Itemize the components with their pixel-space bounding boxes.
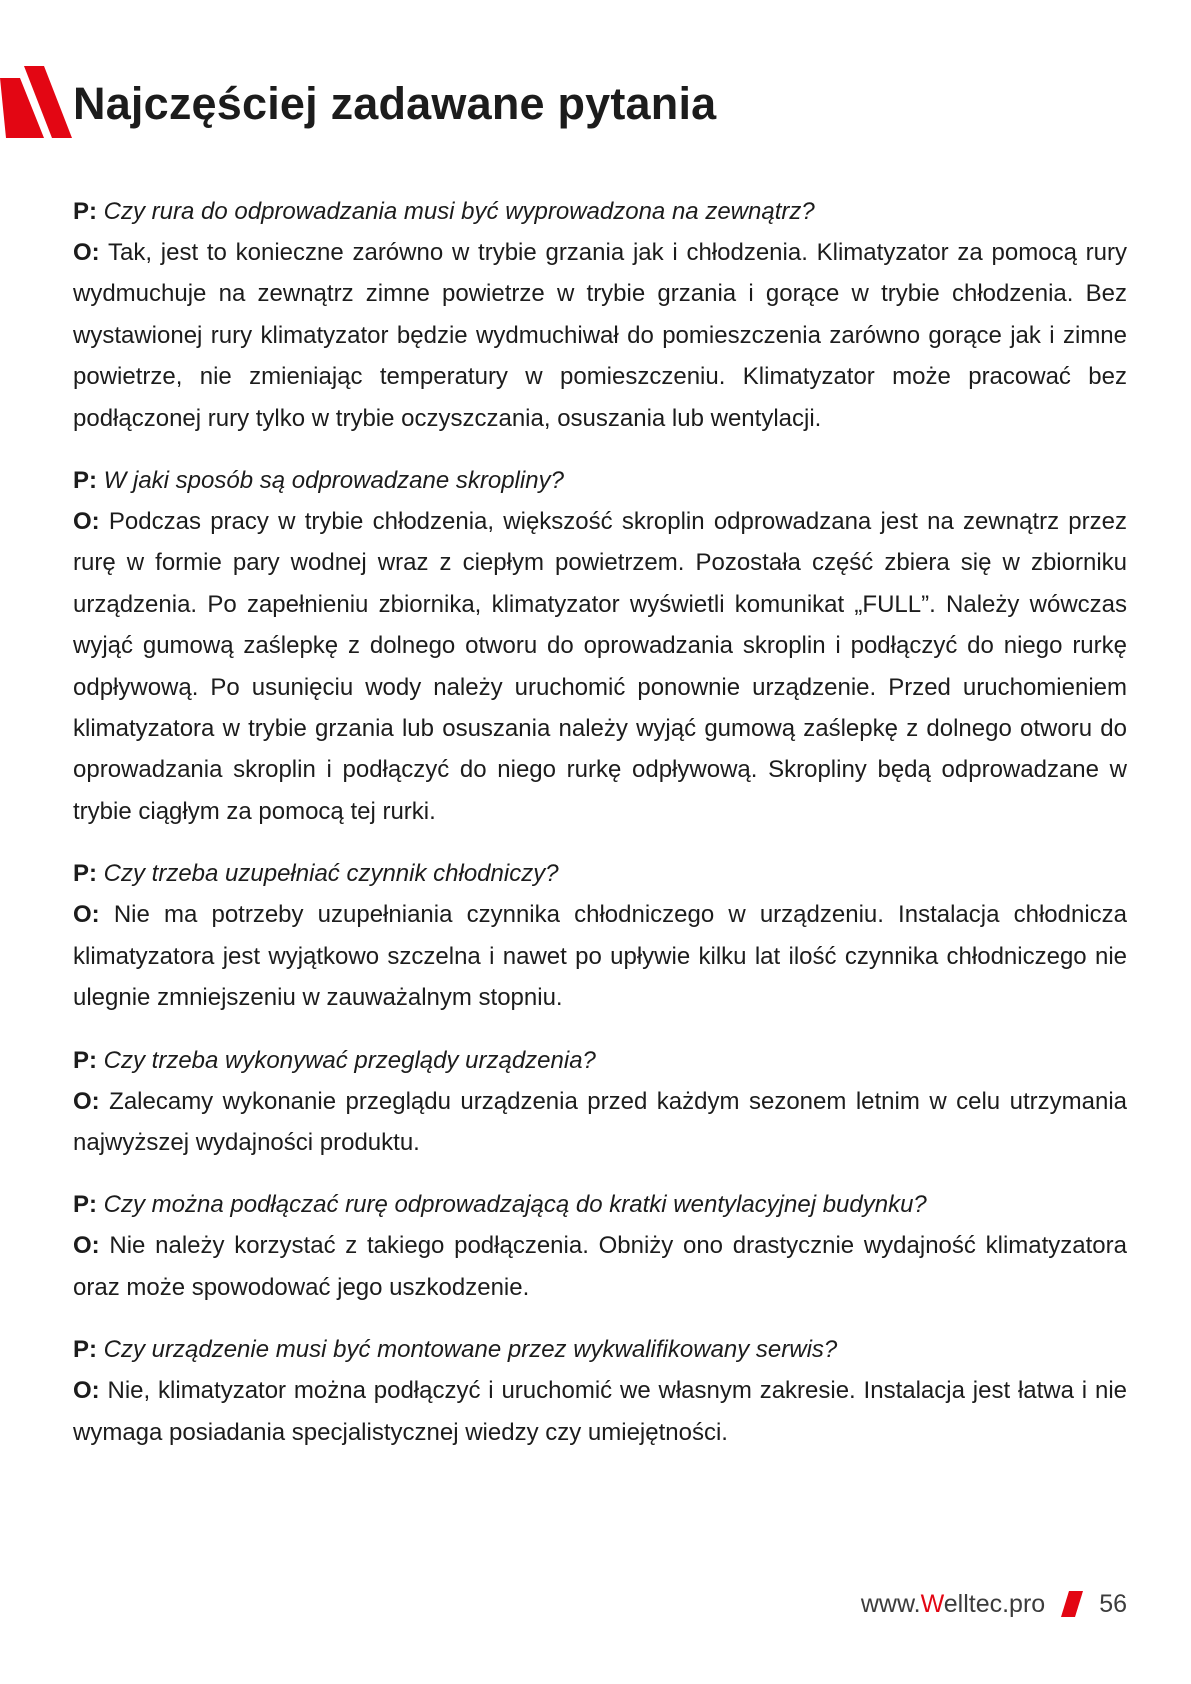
answer-prefix: O: bbox=[73, 1377, 100, 1405]
faq-item bbox=[73, 192, 1127, 439]
site-prefix: www. bbox=[860, 1589, 921, 1618]
faq-item bbox=[73, 1185, 1127, 1308]
question-text: Czy urządzenie musi być montowane przez wykwalifikowany serwis? bbox=[103, 1336, 838, 1364]
website-link[interactable] bbox=[861, 1590, 1045, 1619]
site-accent-letter: W bbox=[920, 1589, 944, 1618]
faq-question bbox=[73, 1330, 1127, 1370]
faq-item bbox=[73, 461, 1127, 832]
faq-question bbox=[73, 192, 1127, 232]
question-prefix: P: bbox=[73, 860, 97, 888]
answer-text: Tak, jest to konieczne zarówno w trybie grzania jak i chłodzenia. Klimatyzator za pomocą rury wydmuchuje na zewnątrz zimne powietrze w trybie grzania i gorące w trybie chłodzenia. Bez wystawionej rury klimatyzator będzie wydmuchiwał do pomieszczenia zarówno gorące jak i zimne powietrze, nie zmieniając temperatury w pomieszczeniu. Klimatyzator może pracować bez podłączonej rury tylko w trybie oczyszczania, osuszania lub wentylacji. bbox=[73, 239, 1128, 432]
page-number: 56 bbox=[1099, 1589, 1127, 1618]
answer-prefix: O: bbox=[73, 1087, 100, 1115]
question-text: Czy trzeba wykonywać przeglądy urządzenia? bbox=[103, 1046, 596, 1074]
answer-text: Nie należy korzystać z takiego podłączenia. Obniży ono drastycznie wydajność klimatyzatora oraz może spowodować jego uszkodzenie. bbox=[73, 1232, 1127, 1301]
answer-prefix: O: bbox=[73, 901, 100, 929]
answer-prefix: O: bbox=[73, 239, 100, 266]
answer-text: Nie, klimatyzator można podłączyć i uruchomić we własnym zakresie. Instalacja jest łatwa i nie wymaga posiadania specjalistycznej wiedzy czy umiejętności. bbox=[73, 1377, 1127, 1446]
question-prefix: P: bbox=[73, 467, 97, 495]
faq-answer bbox=[73, 232, 1127, 439]
faq-question bbox=[73, 854, 1127, 894]
title-accent-bars bbox=[0, 66, 80, 138]
faq-item bbox=[73, 854, 1127, 1018]
question-text: W jaki sposób są odprowadzane skropliny? bbox=[103, 467, 564, 495]
page-footer bbox=[861, 1584, 1127, 1624]
question-text: Czy można podłączać rurę odprowadzającą do kratki wentylacyjnej budynku? bbox=[103, 1191, 927, 1219]
faq-question bbox=[73, 1185, 1127, 1225]
answer-prefix: O: bbox=[73, 1232, 100, 1260]
faq-answer bbox=[73, 501, 1127, 832]
question-prefix: P: bbox=[73, 1336, 97, 1364]
faq-answer bbox=[73, 1370, 1127, 1453]
site-rest: elltec.pro bbox=[943, 1589, 1046, 1618]
faq-question bbox=[73, 1041, 1127, 1081]
page-title: Najczęściej zadawane pytania bbox=[73, 78, 717, 129]
slash-icon bbox=[1061, 1591, 1083, 1617]
question-text: Czy rura do odprowadzania musi być wyprowadzona na zewnątrz? bbox=[103, 198, 815, 225]
faq-item bbox=[73, 1041, 1127, 1164]
faq-item bbox=[73, 1330, 1127, 1453]
answer-text: Nie ma potrzeby uzupełniania czynnika chłodniczego w urządzeniu. Instalacja chłodnicza klimatyzatora jest wyjątkowo szczelna i nawet po upływie kilku lat ilość czynnika chłodniczego nie ulegnie zmniejszeniu w zauważalnym stopniu. bbox=[73, 901, 1127, 1012]
answer-prefix: O: bbox=[73, 508, 100, 536]
answer-text: Podczas pracy w trybie chłodzenia, większość skroplin odprowadzana jest na zewnątrz przez rurę w formie pary wodnej wraz z ciepłym powietrzem. Pozostała część zbiera się w zbiorniku urządzenia. Po zapełnieniu zbiornika, klimatyzator wyświetli komunikat „FULL”. Należy wówczas wyjąć gumową zaślepkę z dolnego otworu do oprowadzania skroplin i podłączyć do niego rurkę odpływową. Po usunięciu wody należy uruchomić ponownie urządzenie. Przed uruchomieniem klimatyzatora w trybie grzania lub osuszania należy wyjąć gumową zaślepkę z dolnego otworu do oprowadzania skroplin i podłączyć do niego rurkę odpływową. Skropliny będą odprowadzane w trybie ciągłym za pomocą tej rurki. bbox=[73, 508, 1127, 825]
faq-question bbox=[73, 461, 1127, 501]
faq-answer bbox=[73, 894, 1127, 1018]
answer-text: Zalecamy wykonanie przeglądu urządzenia przed każdym sezonem letnim w celu utrzymania najwyższej wydajności produktu. bbox=[73, 1087, 1127, 1156]
question-prefix: P: bbox=[73, 1046, 97, 1074]
question-text: Czy trzeba uzupełniać czynnik chłodniczy? bbox=[103, 860, 559, 888]
question-prefix: P: bbox=[73, 198, 97, 225]
question-prefix: P: bbox=[73, 1191, 97, 1219]
faq-list bbox=[73, 192, 1127, 1475]
faq-answer bbox=[73, 1081, 1127, 1164]
faq-answer bbox=[73, 1225, 1127, 1308]
